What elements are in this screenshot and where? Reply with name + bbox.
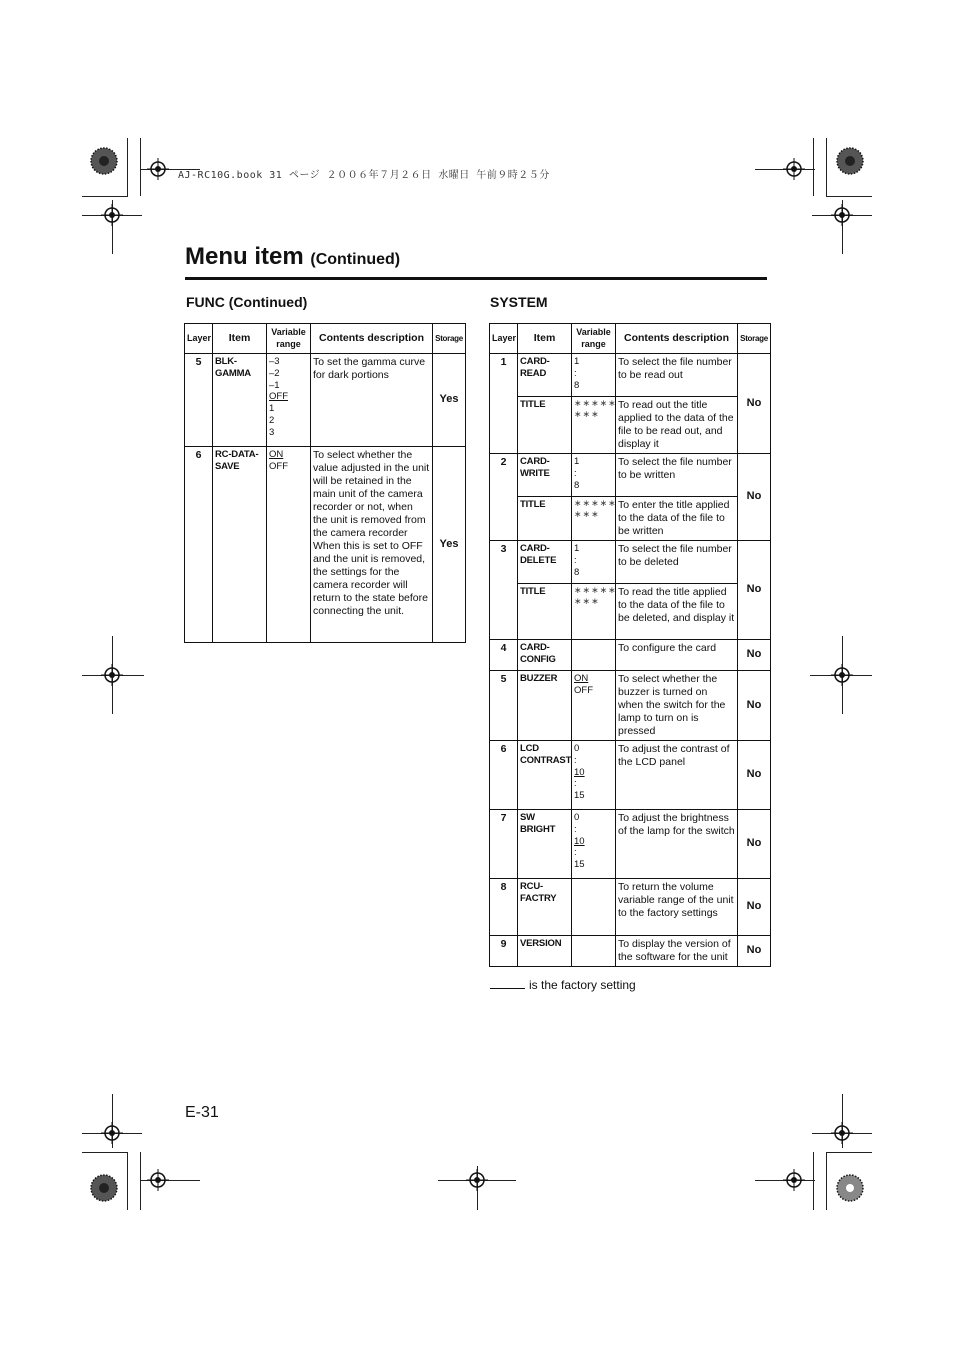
func-table — [184, 323, 466, 643]
table-row: 7 SW BRIGHT 0 : 10 : 15 To adjust the brightness of the lamp for the switch No — [490, 810, 771, 879]
col-range: Variable range — [267, 324, 311, 354]
crosshair-icon — [466, 1169, 488, 1191]
col-range: Variable range — [572, 324, 616, 354]
table-row: 2 CARD-WRITE 1 : 8 To select the file number to be written No — [490, 454, 771, 497]
col-layer: Layer — [185, 324, 213, 354]
system-heading: SYSTEM — [490, 294, 548, 310]
title-sub: (Continued) — [310, 251, 401, 268]
table-row: 1 CARD-READ 1 : 8 To select the file number to be read out No — [490, 354, 771, 397]
title-main: Menu item — [185, 243, 304, 270]
table-row: 9 VERSION To display the version of the software for the unit No — [490, 936, 771, 967]
crosshair-icon — [831, 204, 853, 226]
table-row: 6 RC-DATA-SAVE ON OFF To select whether the value adjusted in the unit will be retained in the main unit of the camera recorder or not, when the unit is removed from the camera recorder When this is set to OFF and the unit is removed, the settings for the camera recorder will return to the state before connecting the unit. Yes — [185, 447, 466, 643]
table-row: TITLE ∗∗∗∗∗ ∗∗∗ To read out the title applied to the data of the file to be read out, and display it — [490, 397, 771, 454]
rosette-icon — [836, 147, 864, 175]
table-row: 5 BUZZER ON OFF To select whether the buzzer is turned on when the switch for the lamp to turn on is pressed No — [490, 671, 771, 741]
page-number: E-31 — [185, 1104, 219, 1121]
table-row: 8 RCU-FACTRY To return the volume variable range of the unit to the factory settings No — [490, 879, 771, 936]
col-desc: Contents description — [616, 324, 738, 354]
func-heading: FUNC (Continued) — [186, 294, 308, 310]
crosshair-icon — [783, 158, 805, 180]
crosshair-icon — [101, 664, 123, 686]
factory-setting-note: is the factory setting — [490, 978, 636, 992]
table-row: TITLE ∗∗∗∗∗ ∗∗∗ To read the title applied to the data of the file to be deleted, and display it — [490, 584, 771, 640]
col-desc: Contents description — [311, 324, 433, 354]
crosshair-icon — [831, 664, 853, 686]
col-layer: Layer — [490, 324, 518, 354]
table-row: 3 CARD-DELETE 1 : 8 To select the file number to be deleted No — [490, 541, 771, 584]
crosshair-icon — [101, 1122, 123, 1144]
crosshair-icon — [101, 204, 123, 226]
col-item: Item — [518, 324, 572, 354]
crosshair-icon — [147, 1169, 169, 1191]
rosette-icon — [90, 1174, 118, 1202]
system-table — [489, 323, 771, 967]
print-header: AJ-RC10G.book 31 ページ ２００６年７月２６日 水曜日 午前９時２５分 — [178, 170, 550, 181]
table-row: 5 BLK-GAMMA –3 –2 –1 OFF 1 2 3 To set the gamma curve for dark portions Yes — [185, 354, 466, 447]
rosette-icon — [90, 147, 118, 175]
table-row: 4 CARD-CONFIG To configure the card No — [490, 640, 771, 671]
crosshair-icon — [147, 158, 169, 180]
underline-sample — [490, 988, 525, 989]
crosshair-icon — [783, 1169, 805, 1191]
title-rule — [185, 277, 767, 280]
crosshair-icon — [831, 1122, 853, 1144]
table-row: TITLE ∗∗∗∗∗ ∗∗∗ To enter the title applied to the data of the file to be written — [490, 497, 771, 541]
table-row: 6 LCD CONTRAST 0 : 10 : 15 To adjust the contrast of the LCD panel No — [490, 741, 771, 810]
rosette-icon — [836, 1174, 864, 1202]
col-storage: Storage — [738, 324, 771, 354]
page-title — [185, 243, 400, 271]
col-item: Item — [213, 324, 267, 354]
col-storage: Storage — [433, 324, 466, 354]
